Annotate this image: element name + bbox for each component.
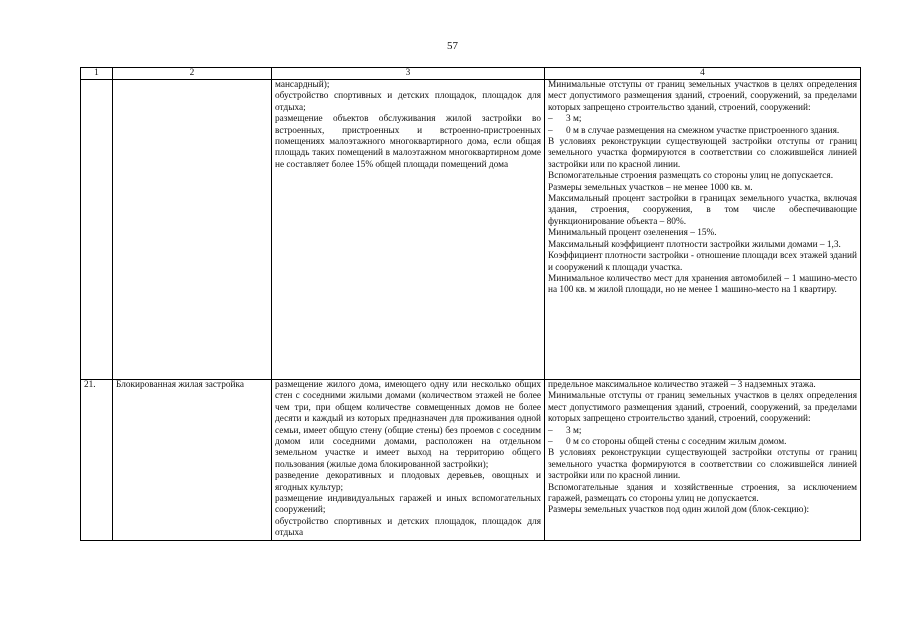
column-number-header-row bbox=[81, 68, 861, 80]
parameter-paragraph: Коэффициент плотности застройки - отношение площади всех этажей зданий и сооружений к площади участка. bbox=[548, 251, 857, 273]
dash-item-text: 0 м в случае размещения на смежном участке пристроенного здания. bbox=[566, 125, 840, 136]
table-row-21 bbox=[81, 380, 861, 541]
column-number-2: 2 bbox=[113, 68, 272, 80]
parameter-paragraph: Максимальный процент застройки в границах земельного участка, включая здания, строения, сооружения, в том числе обеспечивающие функционирование объекта – 80%. bbox=[548, 194, 857, 227]
parameter-dash-item bbox=[548, 437, 857, 448]
parameter-paragraph: В условиях реконструкции существующей застройки отступы от границ земельного участка формируются в соответствии со сложившейся линией застройки или по красной линии. bbox=[548, 448, 857, 482]
dash-marker: – bbox=[548, 125, 553, 136]
cell-parameters bbox=[545, 80, 861, 380]
cell-zone-name: Блокированная жилая застройка bbox=[113, 380, 272, 541]
dash-item-text: 3 м; bbox=[566, 425, 582, 436]
cell-number bbox=[81, 80, 113, 380]
parameter-paragraph: Минимальные отступы от границ земельных участков в целях определения мест допустимого размещения зданий, строений, сооружений, за пределами которых запрещено строительство зданий, строений, сооружений: bbox=[548, 80, 857, 113]
use-paragraph: размещение жилого дома, имеющего одну или несколько общих стен с соседними жилыми домами (количеством этажей не более чем три, при общем количестве совмещенных домов не более десяти и каждый из которых предназначен для проживания одной семьи, имеет общую стену (общие стены) без проемов с соседним домом или соседними домами, расположен на отдельном земельном участке и имеет выход на территорию общего пользования (жилые дома блокированной застройки); bbox=[275, 380, 541, 470]
parameter-paragraph: Вспомогательные строения размещать со стороны улиц не допускается. bbox=[548, 171, 834, 182]
use-paragraph: размещение объектов обслуживания жилой застройки во встроенных, пристроенных и встроенно-пристроенных помещениях малоэтажного многоквартирного дома, если общая площадь таких помещений в малоэтажном многоквартирном доме не составляет более 15% общей площади помещений дома bbox=[275, 114, 541, 170]
parameter-paragraph: Минимальное количество мест для хранения автомобилей – 1 машино-место на 100 кв. м жилой площади, но не менее 1 машино-место на 1 квартиру. bbox=[548, 273, 857, 296]
use-paragraph: разведение декоративных и плодовых деревьев, овощных и ягодных культур; bbox=[275, 471, 541, 493]
parameter-paragraph: В условиях реконструкции существующей застройки отступы от границ земельного участка формируются в соответствии со сложившейся линией застройки или по красной линии. bbox=[548, 137, 857, 170]
use-paragraph: размещение индивидуальных гаражей и иных вспомогательных сооружений; bbox=[275, 494, 541, 516]
parameter-paragraph: Минимальные отступы от границ земельных участков в целях определения мест допустимого размещения зданий, строений, сооружений, за пределами которых запрещено строительство зданий, строений, сооружений: bbox=[548, 391, 857, 425]
table-row-continued bbox=[81, 80, 861, 380]
parameter-dash-item bbox=[548, 426, 857, 437]
cell-zone-name bbox=[113, 80, 272, 380]
cell-number: 21. bbox=[81, 380, 113, 541]
parameter-paragraph: Размеры земельных участков – не менее 1000 кв. м. bbox=[548, 182, 753, 193]
page-number: 57 bbox=[447, 40, 458, 52]
parameter-paragraph: Минимальный процент озеленения – 15%. bbox=[548, 228, 717, 239]
parameter-paragraph: предельное максимальное количество этажей – 3 надземных этажа. bbox=[548, 380, 816, 390]
parameter-paragraph: Максимальный коэффициент плотности застройки жилыми домами – 1,3. bbox=[548, 239, 841, 250]
use-paragraph: мансардный); bbox=[275, 80, 330, 90]
parameter-paragraph: Размеры земельных участков под один жилой дом (блок-секцию): bbox=[548, 505, 810, 516]
cell-permitted-uses bbox=[272, 80, 545, 380]
regulations-table bbox=[80, 67, 861, 541]
dash-marker: – bbox=[548, 425, 553, 436]
cell-permitted-uses bbox=[272, 380, 545, 541]
parameter-dash-item bbox=[548, 114, 857, 125]
dash-item-text: 0 м со стороны общей стены с соседним жилым домом. bbox=[566, 437, 787, 448]
parameter-paragraph: Вспомогательные здания и хозяйственные строения, за исключением гаражей, размещать со стороны улиц не допускается. bbox=[548, 482, 857, 505]
cell-parameters bbox=[545, 380, 861, 541]
column-number-1: 1 bbox=[81, 68, 113, 80]
column-number-3: 3 bbox=[272, 68, 545, 80]
dash-marker: – bbox=[548, 437, 553, 448]
dash-item-text: 3 м; bbox=[566, 114, 582, 125]
use-paragraph: обустройство спортивных и детских площадок, площадок для отдыха bbox=[275, 516, 541, 539]
dash-marker: – bbox=[548, 114, 553, 125]
parameter-dash-item bbox=[548, 126, 857, 137]
column-number-4: 4 bbox=[545, 68, 861, 80]
use-paragraph: обустройство спортивных и детских площадок, площадок для отдыха; bbox=[275, 91, 541, 113]
